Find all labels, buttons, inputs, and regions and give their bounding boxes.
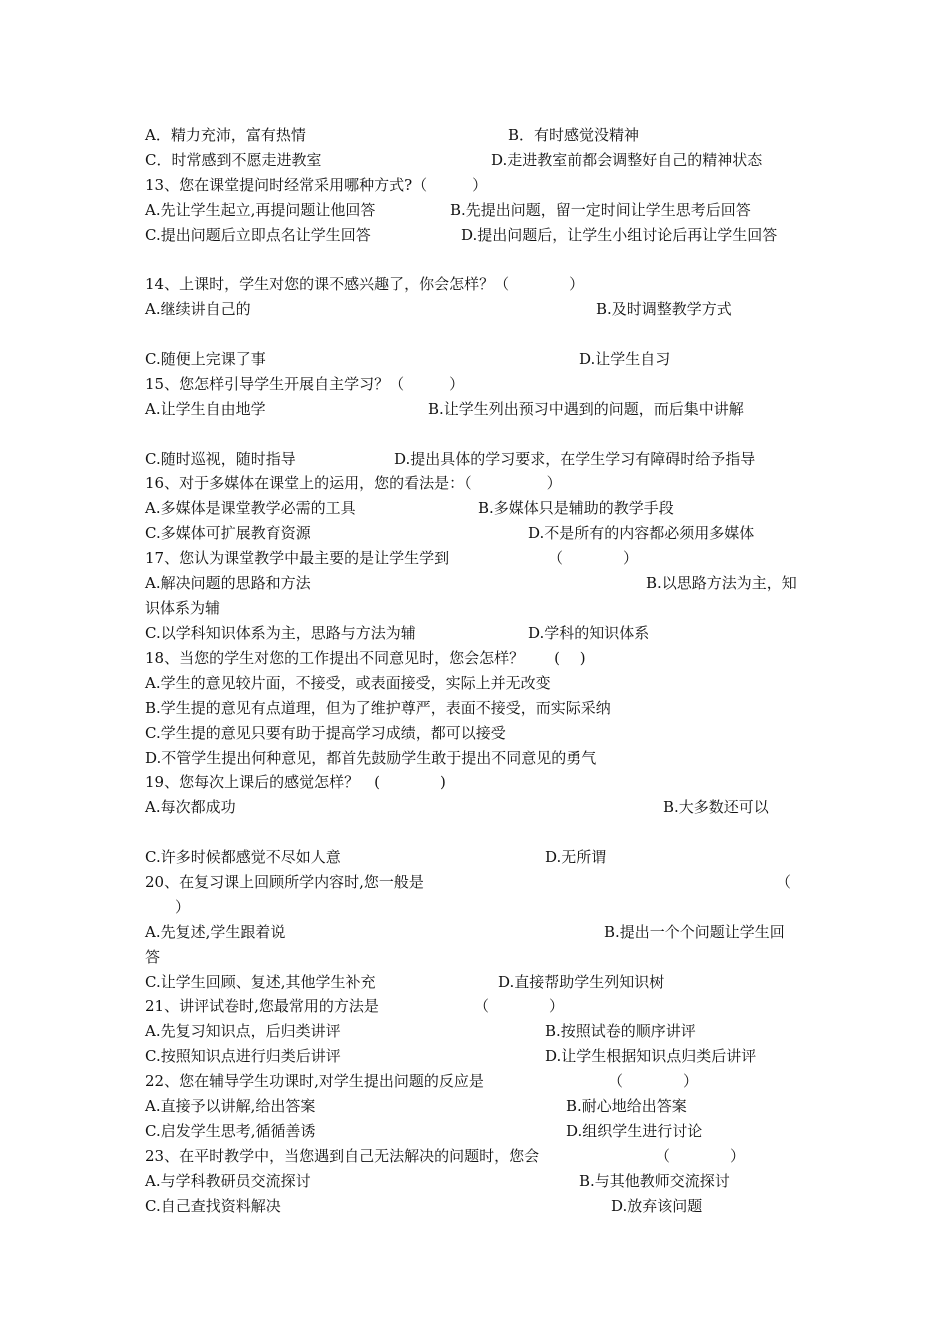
q12-option-d: D.走进教室前都会调整好自己的精神状态 bbox=[491, 151, 763, 169]
q18-question bbox=[145, 646, 808, 671]
q13-option-a: A.先让学生起立,再提问题让他回答 bbox=[145, 201, 376, 219]
q12-option-a: A．精力充沛，富有热情 bbox=[145, 126, 306, 144]
q16-row-ab bbox=[145, 496, 808, 521]
q20-stem: 20、在复习课上回顾所学内容时,您一般是 bbox=[145, 873, 424, 891]
q20-option-d: D.直接帮助学生列知识树 bbox=[498, 973, 665, 991]
q17-row-b-continued bbox=[145, 596, 808, 621]
q20-option-a: A.先复述,学生跟着说 bbox=[145, 923, 286, 941]
q22-row-ab bbox=[145, 1094, 808, 1119]
q14-option-c: C.随便上完课了事 bbox=[145, 350, 266, 368]
q19-row-ab bbox=[145, 795, 808, 820]
q20-option-b: B.提出一个个问题让学生回 bbox=[604, 923, 785, 941]
q21-stem: 21、讲评试卷时,您最常用的方法是 bbox=[145, 997, 379, 1015]
q23-question bbox=[145, 1144, 808, 1169]
q18-stem: 18、当您的学生对您的工作提出不同意见时，您会怎样？ ( ) bbox=[145, 649, 586, 667]
q15-option-a: A.让学生自由地学 bbox=[145, 400, 266, 418]
q18-option-a: A.学生的意见较片面，不接受，或表面接受，实际上并无改变 bbox=[145, 674, 551, 692]
q20-row-b-continued bbox=[145, 945, 808, 970]
q14-option-d: D.让学生自习 bbox=[579, 350, 671, 368]
q17-option-b: B.以思路方法为主，知 bbox=[646, 574, 797, 592]
q13-option-d: D.提出问题后，让学生小组讨论后再让学生回答 bbox=[461, 226, 778, 244]
q20-row-ab bbox=[145, 920, 808, 945]
q19-row-cd bbox=[145, 845, 808, 870]
q18-option-d: D.不管学生提出何种意见，都首先鼓励学生敢于提出不同意见的勇气 bbox=[145, 749, 597, 767]
q12-row-ab bbox=[145, 123, 808, 148]
q22-option-a: A.直接予以讲解,给出答案 bbox=[145, 1097, 316, 1115]
q18-row-a bbox=[145, 671, 808, 696]
q22-option-b: B.耐心地给出答案 bbox=[566, 1097, 687, 1115]
q15-row-ab bbox=[145, 397, 808, 422]
q17-row-cd bbox=[145, 621, 808, 646]
q17-row-ab bbox=[145, 571, 808, 596]
q23-row-ab bbox=[145, 1169, 808, 1194]
q17-option-a: A.解决问题的思路和方法 bbox=[145, 574, 311, 592]
q23-option-a: A.与学科教研员交流探讨 bbox=[145, 1172, 311, 1190]
q13-row-cd bbox=[145, 223, 808, 248]
q19-option-b: B.大多数还可以 bbox=[663, 798, 769, 816]
q23-stem: 23、在平时教学中，当您遇到自己无法解决的问题时，您会 bbox=[145, 1147, 540, 1165]
q16-row-cd bbox=[145, 521, 808, 546]
q18-row-b bbox=[145, 696, 808, 721]
q22-answer-paren: （ ） bbox=[608, 1072, 699, 1090]
q16-option-b: B.多媒体只是辅助的教学手段 bbox=[478, 499, 674, 517]
q14-option-b: B.及时调整教学方式 bbox=[596, 300, 732, 318]
q13-stem: 13、您在课堂提问时经常采用哪种方式?（ ） bbox=[145, 176, 488, 194]
q14-option-a: A.继续讲自己的 bbox=[145, 300, 251, 318]
q19-question bbox=[145, 770, 808, 795]
q14-row-ab bbox=[145, 297, 808, 322]
q19-option-d: D.无所谓 bbox=[545, 848, 607, 866]
q15-option-c: C.随时巡视，随时指导 bbox=[145, 450, 296, 468]
q18-row-d bbox=[145, 746, 808, 771]
q18-option-c: C.学生提的意见只要有助于提高学习成绩，都可以接受 bbox=[145, 724, 506, 742]
q13-question bbox=[145, 173, 808, 198]
q14-stem: 14、上课时，学生对您的课不感兴趣了，你会怎样？（ ） bbox=[145, 275, 585, 293]
q22-question bbox=[145, 1069, 808, 1094]
q22-option-d: D.组织学生进行讨论 bbox=[566, 1122, 703, 1140]
q21-option-c: C.按照知识点进行归类后讲评 bbox=[145, 1047, 341, 1065]
q22-row-cd bbox=[145, 1119, 808, 1144]
q16-option-a: A.多媒体是课堂教学必需的工具 bbox=[145, 499, 356, 517]
q21-option-d: D.让学生根据知识点归类后讲评 bbox=[545, 1047, 757, 1065]
q20-option-b-continued: 答 bbox=[145, 948, 161, 966]
q23-answer-paren: （ ） bbox=[655, 1147, 746, 1165]
q16-option-d: D.不是所有的内容都必须用多媒体 bbox=[528, 524, 755, 542]
q12-option-c: C．时常感到不愿走进教室 bbox=[145, 151, 322, 169]
q15-option-b: B.让学生列出预习中遇到的问题，而后集中讲解 bbox=[428, 400, 744, 418]
q13-row-ab bbox=[145, 198, 808, 223]
q21-row-ab bbox=[145, 1019, 808, 1044]
q20-row-cd bbox=[145, 970, 808, 995]
q19-option-c: C.许多时候都感觉不尽如人意 bbox=[145, 848, 341, 866]
q23-option-d: D.放弃该问题 bbox=[611, 1197, 703, 1215]
q12-option-b: B．有时感觉没精神 bbox=[508, 126, 640, 144]
q16-question bbox=[145, 471, 808, 496]
q13-option-c: C.提出问题后立即点名让学生回答 bbox=[145, 226, 371, 244]
q15-option-d: D.提出具体的学习要求，在学生学习有障碍时给予指导 bbox=[394, 450, 756, 468]
q13-option-b: B.先提出问题，留一定时间让学生思考后回答 bbox=[450, 201, 751, 219]
q20-paren-close: ） bbox=[175, 898, 191, 916]
q14-question bbox=[145, 272, 808, 297]
q21-row-cd bbox=[145, 1044, 808, 1069]
q15-stem: 15、您怎样引导学生开展自主学习？（ ） bbox=[145, 375, 465, 393]
q22-option-c: C.启发学生思考,循循善诱 bbox=[145, 1122, 316, 1140]
q21-answer-paren: （ ） bbox=[474, 997, 565, 1015]
q18-option-b: B.学生提的意见有点道理，但为了维护尊严，表面不接受，而实际采纳 bbox=[145, 699, 611, 717]
q15-question bbox=[145, 372, 808, 397]
q17-question bbox=[145, 546, 808, 571]
q23-option-b: B.与其他教师交流探讨 bbox=[579, 1172, 730, 1190]
q16-option-c: C.多媒体可扩展教育资源 bbox=[145, 524, 311, 542]
q23-option-c: C.自己查找资料解决 bbox=[145, 1197, 281, 1215]
q20-question bbox=[145, 870, 808, 895]
q17-option-c: C.以学科知识体系为主，思路与方法为辅 bbox=[145, 624, 416, 642]
q17-option-b-continued: 识体系为辅 bbox=[145, 599, 221, 617]
q20-paren-open: （ bbox=[776, 873, 792, 891]
q17-option-d: D.学科的知识体系 bbox=[528, 624, 650, 642]
q17-answer-paren: （ ） bbox=[548, 549, 639, 567]
q22-stem: 22、您在辅导学生功课时,对学生提出问题的反应是 bbox=[145, 1072, 484, 1090]
q16-stem: 16、对于多媒体在课堂上的运用，您的看法是：（ ） bbox=[145, 474, 562, 492]
q17-stem: 17、您认为课堂教学中最主要的是让学生学到 bbox=[145, 549, 450, 567]
q20-option-c: C.让学生回顾、复述,其他学生补充 bbox=[145, 973, 376, 991]
q21-option-b: B.按照试卷的顺序讲评 bbox=[545, 1022, 696, 1040]
q19-option-a: A.每次都成功 bbox=[145, 798, 236, 816]
q18-row-c bbox=[145, 721, 808, 746]
q14-row-cd bbox=[145, 347, 808, 372]
q21-option-a: A.先复习知识点，后归类讲评 bbox=[145, 1022, 341, 1040]
q21-question bbox=[145, 994, 808, 1019]
q23-row-cd bbox=[145, 1194, 808, 1219]
q15-row-cd bbox=[145, 447, 808, 472]
q20-row-paren bbox=[145, 895, 808, 920]
q12-row-cd bbox=[145, 148, 808, 173]
q19-stem: 19、您每次上课后的感觉怎样？ ( ) bbox=[145, 773, 446, 791]
